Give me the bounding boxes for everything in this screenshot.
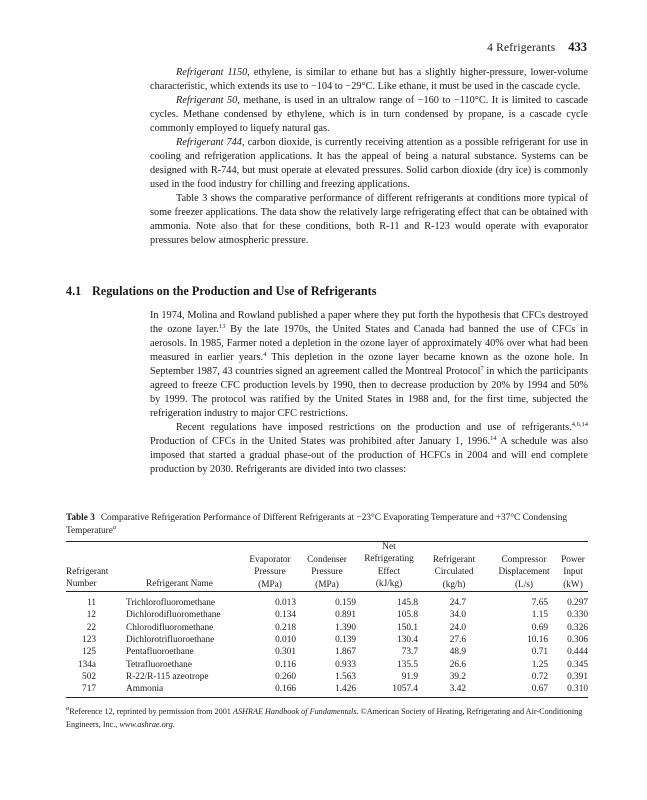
- table-row: 123 Dichlorotrifluoroethane 0.010 0.139 130.4 27.6 10.16 0.306: [82, 634, 588, 645]
- table-header-rule: [66, 591, 588, 592]
- table-row: 134a Tetrafluoroethane 0.116 0.933 135.5 26.6 1.25 0.345: [77, 659, 588, 670]
- col-header-number: Refrigerant Number: [66, 567, 109, 590]
- table-row: 11 Trichlorofluoromethane 0.013 0.159 145.8 24.7 7.65 0.297: [87, 598, 588, 608]
- table-bottom-rule: [66, 697, 588, 698]
- refrigerant-name: Refrigerant 1150,: [176, 67, 250, 78]
- paragraph: Refrigerant 50, methane, is used in an ultralow range of −160 to −110°C. It is limited to cascade cycles. Methane condensed by ethylene, which is in turn condensed by propane, is a cascade cycle commonly employed to liquefy natural gas.: [150, 95, 588, 134]
- section-heading: [66, 284, 376, 299]
- col-header-displacement: Compressor Displacement (L/s): [498, 555, 550, 590]
- intro-text: [150, 66, 588, 248]
- page-number: 433: [568, 40, 587, 54]
- table-footnote: $^a$Reference 12, reprinted by permission from 2001 ASHRAE Handbook of Fundamentals. ©American Society of Heating, Refrigerating and Air-Conditioning Engineers, Inc., www.ashrae.org.: [66, 705, 583, 729]
- col-header-circulated: Refrigerant Circulated (kg/h): [432, 555, 476, 590]
- table-row: 502 R-22/R-115 azeotrope 0.260 1.563 91.9 39.2 0.72 0.391: [82, 671, 588, 682]
- section-text: [150, 309, 588, 477]
- table-label: Table 3: [66, 513, 95, 523]
- col-header-evaporator: Evaporator Pressure (MPa): [249, 555, 291, 590]
- source-link: www.ashrae.org: [119, 719, 173, 729]
- refrigerant-name: Refrigerant 744,: [176, 137, 245, 148]
- table-top-rule: [66, 541, 588, 542]
- section-title: Regulations on the Production and Use of Refrigerants: [92, 284, 377, 298]
- col-header-net-effect: Net Refrigerating Effect (kJ/kg): [364, 542, 414, 589]
- table-row: 12 Dichlorodifluoromethane 0.134 0.891 105.8 34.0 1.15 0.330: [86, 610, 588, 621]
- paragraph: In 1974, Molina and Rowland published a paper where they put forth the hypothesis that CFCs destroyed the ozone layer.$^{13}$ By the late 1970s, the United States and Canada had banned the use of CFCs in aerosols. In 1985, Farmer noted a depletion in the ozone layer of approximately 40% over what had been measured in earlier years.$^4$ This depletion in the ozone layer became known as the ozone hole. In September 1987, 43 countries signed an agreement called the Montreal Protocol$^7$ in which the participants agreed to freeze CFC production levels by 1990, then to decrease production by 20% by 1994 and 50% by 1999. The protocol was ratified by the United States in 1988 and, for the first time, subjected the refrigeration industry to major CFC restrictions.: [150, 310, 589, 419]
- table-row: 717 Ammonia 0.166 1.426 1057.4 3.42 0.67 0.310: [82, 684, 588, 695]
- paragraph: Table 3 shows the comparative performance of different refrigerants at conditions more typical of some freezer applications. The data show the relatively large refrigerating effect that can be obtained with ammonia. Note also that for these conditions, both R-11 and R-123 would operate with evaporator pressures below atmospheric pressure.: [150, 193, 588, 246]
- chapter-title: 4 Refrigerants: [487, 42, 556, 54]
- refrigerant-name: Refrigerant 50,: [176, 95, 240, 106]
- table-row: 125 Pentafluoroethane 0.301 1.867 73.7 48.9 0.71 0.444: [82, 647, 588, 658]
- col-header-condenser: Condenser Pressure (MPa): [307, 555, 347, 590]
- section-number: 4.1: [66, 284, 82, 298]
- col-header-power: Power Input (kW): [561, 555, 585, 590]
- col-header-name: Refrigerant Name: [146, 579, 213, 589]
- paragraph: Recent regulations have imposed restrictions on the production and use of refrigerants.$^{4,6,14}$ Production of CFCs in the United States was prohibited after January 1, 1996.14 A schedule was also imposed that started a gradual phase-out of the production of HCFCs in 2004 and will end complete production by 2030. Refrigerants are divided into two classes:: [150, 421, 588, 475]
- paragraph: Refrigerant 1150, ethylene, is similar to ethane but has a slightly higher-pressure, lower-volume characteristic, which extends its use to −104 to −29°C. Like ethane, it must be used in the cascade cycle.: [150, 67, 589, 92]
- table-row: 22 Chlorodifluoromethane 0.218 1.390 150.1 24.0 0.69 0.326: [86, 622, 588, 633]
- paragraph: Refrigerant 744, carbon dioxide, is currently receiving attention as a possible refrigerant for use in cooling and refrigeration applications. It has the appeal of being a natural substance. Systems can be designed with R-744, but must operate at elevated pressures. Solid carbon dioxide (dry ice) is commonly used in the food industry for chilling and freezing applications.: [150, 137, 588, 190]
- table-caption: Table 3 Comparative Refrigeration Performance of Different Refrigerants at −23°C Evaporating Temperature and +37°C Condensing Temperature$^a$: [66, 513, 567, 536]
- page-header: [487, 40, 587, 55]
